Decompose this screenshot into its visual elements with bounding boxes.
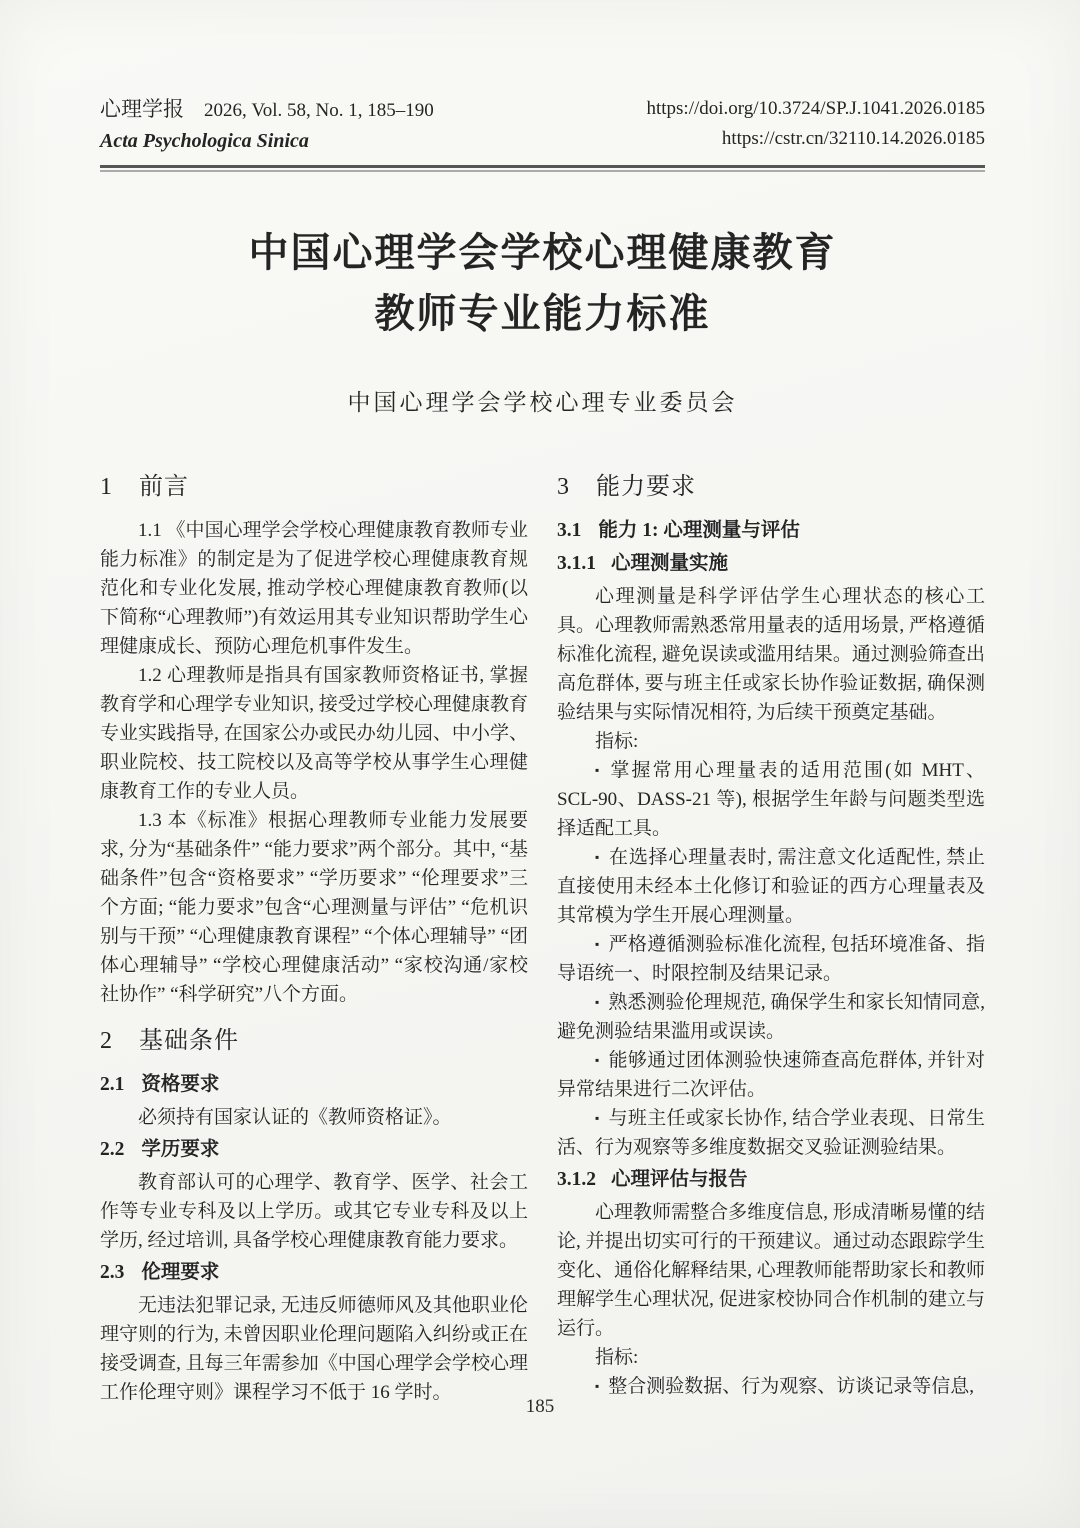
subsection-heading [100, 1258, 528, 1288]
section-title: 能力要求 [596, 474, 696, 500]
section-heading [100, 1025, 528, 1057]
doi-url: https://doi.org/10.3724/SP.J.1041.2026.0185 [646, 98, 985, 119]
section-number: 1 [100, 474, 113, 500]
paragraph: 1.1 《中国心理学会学校心理健康教育教师专业能力标准》的制定是为了促进学校心理健康教育规范化和专业化发展, 推动学校心理健康教育教师(以下简称“心理教师”)有效运用其专业知识帮助学生心理健康成长、预防心理危机事件发生。 [100, 520, 528, 657]
author-line: 中国心理学会学校心理专业委员会 [347, 390, 738, 415]
journal-name-cn: 心理学报 [100, 97, 184, 121]
section-heading [557, 471, 985, 503]
section-title: 伦理要求 [141, 1262, 220, 1283]
bullet-item: ▪ 熟悉测验伦理规范, 确保学生和家长知情同意, 避免测验结果滥用或误读。 [557, 992, 985, 1042]
section-title: 基础条件 [139, 1028, 239, 1054]
bullet-icon: ▪ [595, 763, 602, 777]
subsection-heading [557, 516, 985, 546]
bullet-icon: ▪ [595, 850, 601, 864]
section-title: 学历要求 [141, 1139, 220, 1160]
section-heading [100, 471, 528, 503]
bullet-item: ▪ 在选择心理量表时, 需注意文化适配性, 禁止直接使用未经本土化修订和验证的西方心理量表及其常模为学生开展心理测量。 [557, 847, 985, 926]
section-title: 心理评估与报告 [611, 1169, 748, 1190]
subsubsection-heading [557, 549, 985, 579]
bullet-item: ▪ 严格遵循测验标准化流程, 包括环境准备、指导语统一、时限控制及结果记录。 [557, 934, 985, 984]
paragraph: 心理测量是科学评估学生心理状态的核心工具。心理教师需熟悉常用量表的适用场景, 严格遵循标准化流程, 避免误读或滥用结果。通过测验筛查出高危群体, 要与班主任或家长协作验证数据, 确保测验结果与实际情况相符, 为后续干预奠定基础。 [557, 586, 985, 723]
section-title: 前言 [139, 474, 189, 500]
section-number: 2.1 [100, 1074, 125, 1095]
bullet-icon: ▪ [595, 1111, 600, 1125]
bullet-item: ▪ 掌握常用心理量表的适用范围(如 MHT、SCL-90、DASS-21 等), 根据学生年龄与问题类型选择适配工具。 [557, 760, 985, 839]
subsection-heading [100, 1135, 528, 1165]
paragraph: 指标: [595, 731, 639, 752]
subsection-heading [100, 1070, 528, 1100]
section-title: 能力 1: 心理测量与评估 [598, 520, 800, 541]
journal-name-en: Acta Psychologica Sinica [100, 130, 309, 152]
section-number: 2.2 [100, 1139, 125, 1160]
section-number: 3.1 [557, 520, 582, 541]
section-number: 2 [100, 1028, 113, 1054]
section-number: 3.1.2 [557, 1169, 596, 1190]
right-column [557, 471, 985, 1407]
article-body [100, 471, 985, 1407]
header-left [100, 94, 434, 156]
article-title [100, 222, 985, 344]
paragraph: 无违法犯罪记录, 无违反师德师风及其他职业伦理守则的行为, 未曾因职业伦理问题陷入纠纷或正在接受调查, 且每三年需参加《中国心理学会学校心理工作伦理守则》课程学习不低于 16 学时。 [100, 1295, 528, 1403]
article-title-line1: 中国心理学会学校心理健康教育 [248, 230, 837, 275]
paragraph: 1.3 本《标准》根据心理教师专业能力发展要求, 分为“基础条件” “能力要求”两个部分。其中, “基础条件”包含“资格要求” “学历要求” “伦理要求”三个方面; “能力要求”包含“心理测量与评估” “危机识别与干预” “心理健康教育课程” “个体心理辅导” “团体心理辅导” “学校心理健康活动” “家校沟通/家校社协作” “科学研究”八个方面。 [100, 810, 528, 1005]
bullet-icon: ▪ [595, 1053, 600, 1067]
bullet-item: ▪ 与班主任或家长协作, 结合学业表现、日常生活、行为观察等多维度数据交叉验证测验结果。 [557, 1108, 985, 1158]
cstr-url: https://cstr.cn/32110.14.2026.0185 [721, 128, 985, 149]
bullet-icon: ▪ [595, 995, 600, 1009]
subsubsection-heading [557, 1165, 985, 1195]
section-title: 心理测量实施 [611, 553, 729, 574]
paragraph: 心理教师需整合多维度信息, 形成清晰易懂的结论, 并提出切实可行的干预建议。通过动态跟踪学生变化、通俗化解释结果, 心理教师能帮助家长和教师理解学生心理状况, 促进家校协同合作机制的建立与运行。 [557, 1202, 985, 1339]
section-title: 资格要求 [141, 1074, 220, 1095]
page-number: 185 [525, 1396, 555, 1417]
header-rule [100, 165, 985, 172]
paragraph: 必须持有国家认证的《教师资格证》。 [138, 1107, 452, 1128]
bullet-icon: ▪ [595, 937, 600, 951]
paragraph: 1.2 心理教师是指具有国家教师资格证书, 掌握教育学和心理学专业知识, 接受过学校心理健康教育专业实践指导, 在国家公办或民办幼儿园、中小学、职业院校、技工院校以及高等学校从事学生心理健康教育工作的专业人员。 [100, 665, 528, 802]
header-right [646, 94, 985, 154]
bullet-item: ▪ 能够通过团体测验快速筛查高危群体, 并针对异常结果进行二次评估。 [557, 1050, 985, 1100]
section-number: 3.1.1 [557, 553, 596, 574]
paragraph: 教育部认可的心理学、教育学、医学、社会工作等专业专科及以上学历。或其它专业专科及以上学历, 经过培训, 具备学校心理健康教育能力要求。 [100, 1172, 528, 1251]
bullet-icon: ▪ [595, 1379, 600, 1393]
article-title-line2: 教师专业能力标准 [374, 291, 711, 336]
left-column [100, 471, 528, 1407]
section-number: 3 [557, 474, 570, 500]
paragraph: 指标: [595, 1347, 639, 1368]
page-header [100, 94, 985, 156]
volume-info: 2026, Vol. 58, No. 1, 185–190 [204, 100, 434, 121]
section-number: 2.3 [100, 1262, 125, 1283]
bullet-item: ▪ 整合测验数据、行为观察、访谈记录等信息, [595, 1376, 975, 1397]
journal-line [100, 94, 434, 126]
